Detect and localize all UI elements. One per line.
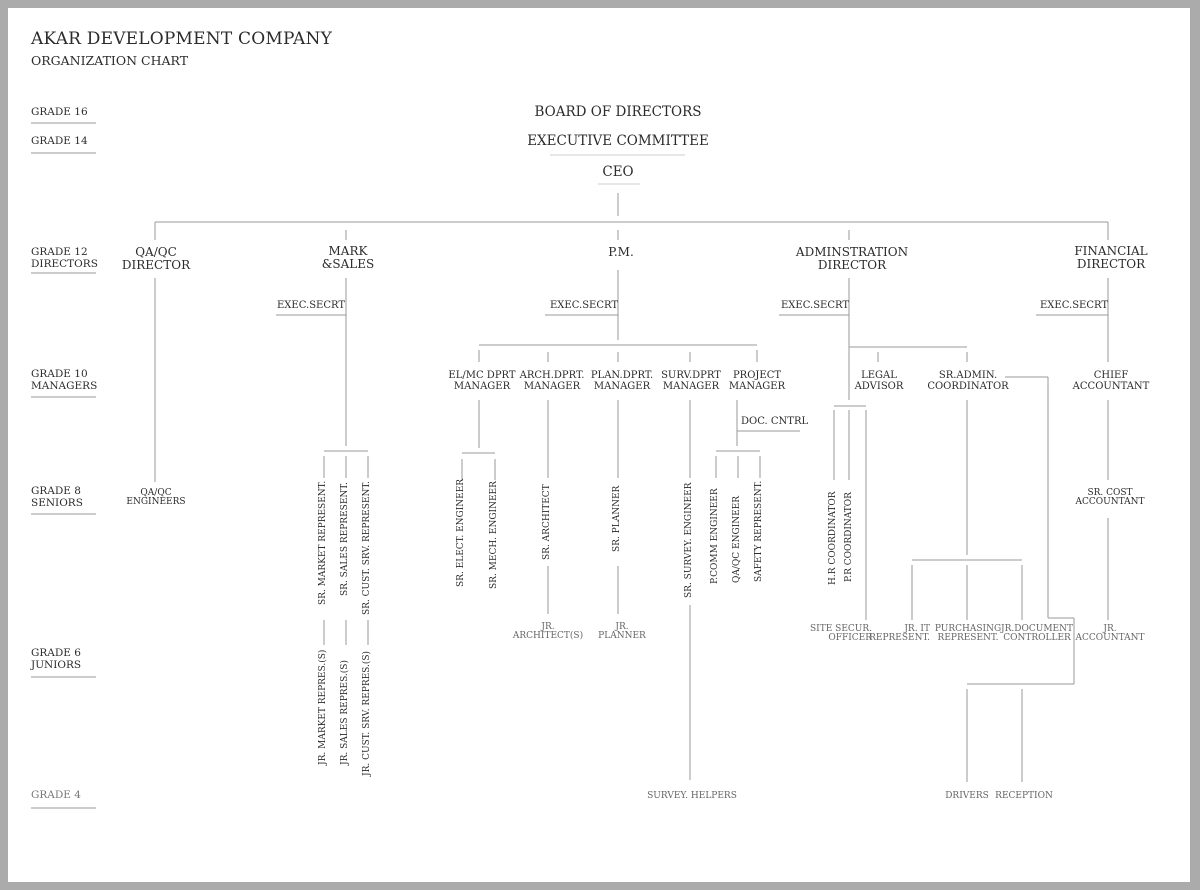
jr-planner: JR. PLANNER: [598, 622, 646, 642]
jr-architects: JR. ARCHITECT(S): [512, 622, 584, 642]
survey-helpers: SURVEY. HELPERS: [647, 791, 737, 801]
grade-12-label: GRADE 12: [31, 246, 88, 258]
chief-accountant: CHIEF ACCOUNTANT: [1072, 370, 1150, 392]
project-manager: PROJECT MANAGER: [728, 370, 786, 392]
elmc-department-manager: EL/MC DPRT MANAGER: [448, 370, 516, 392]
grade-12-sublabel: DIRECTORS: [31, 258, 98, 270]
jr-accountant: JR. ACCOUNTANT: [1075, 624, 1145, 644]
grade-8-sublabel: SENIORS: [31, 497, 83, 509]
sr-admin-coordinator: SR.ADMIN. COORDINATOR: [927, 370, 1009, 392]
jr-customer-service-representatives: JR. CUST. SRV. REPRES.(S): [362, 650, 372, 776]
pcomm-engineer: P.COMM ENGINEER: [710, 488, 720, 584]
jr-it-representative: JR. IT REPRESENT.: [869, 624, 930, 644]
grade-6-label: GRADE 6: [31, 647, 81, 659]
sr-architect: SR. ARCHITECT: [542, 484, 552, 560]
reception: RECEPTION: [995, 791, 1053, 801]
sr-planner: SR. PLANNER: [612, 485, 622, 552]
site-security-officer: SITE SECUR. OFFICER: [810, 624, 872, 644]
chart-subtitle: ORGANIZATION CHART: [31, 53, 189, 68]
sr-survey-engineer: SR. SURVEY. ENGINEER: [684, 482, 694, 598]
doc-control: DOC. CNTRL: [741, 416, 809, 427]
executive-committee: EXECUTIVE COMMITTEE: [527, 133, 709, 149]
grade-6-sublabel: JUNIORS: [31, 659, 82, 671]
board-of-directors: BOARD OF DIRECTORS: [534, 104, 702, 120]
jr-document-controller: JR.DOCUMENT CONTROLLER: [1001, 624, 1073, 644]
sr-mechanical-engineer: SR. MECH. ENGINEER: [489, 481, 499, 589]
legal-advisor: LEGAL ADVISOR: [854, 370, 904, 392]
jr-sales-representatives: JR. SALES REPRES.(S): [340, 660, 350, 765]
grade-16-label: GRADE 16: [31, 106, 88, 118]
qaqc-engineer: QA/QC ENGINEER: [732, 495, 742, 583]
sr-sales-representative: SR. SALES REPRESENT.: [340, 482, 350, 596]
qaqc-director: QA/QC DIRECTOR: [121, 245, 191, 272]
ceo: CEO: [602, 164, 634, 180]
grade-4-label: GRADE 4: [31, 789, 81, 801]
qaqc-engineers: QA/QC ENGINEERS: [126, 488, 186, 508]
sr-electrical-engineer: SR. ELECT. ENGINEER: [456, 478, 466, 587]
exec-secretary-pm: EXEC.SECRT: [550, 300, 619, 311]
sr-customer-service-representative: SR. CUST. SRV. REPRESENT.: [362, 481, 372, 615]
sr-market-representative: SR. MARKET REPRESENT.: [318, 480, 328, 605]
jr-market-representatives: JR. MARKET REPRES.(S): [318, 649, 328, 765]
grade-10-label: GRADE 10: [31, 368, 88, 380]
pr-coordinator: P.R COORDINATOR: [844, 492, 854, 582]
grade-14-label: GRADE 14: [31, 135, 88, 147]
marketing-sales-director: MARK &SALES: [321, 244, 375, 271]
arch-department-manager: ARCH.DPRT. MANAGER: [519, 370, 585, 392]
project-manager-director: P.M.: [608, 245, 634, 259]
exec-secretary-admin: EXEC.SECRT: [781, 300, 850, 311]
grade-10-sublabel: MANAGERS: [31, 380, 98, 392]
purchasing-representative: PURCHASING REPRESENT.: [934, 624, 1002, 644]
drivers: DRIVERS: [945, 791, 989, 801]
exec-secretary-marketing: EXEC.SECRT: [277, 300, 346, 311]
safety-representative: SAFETY REPRESENT.: [754, 480, 764, 582]
exec-secretary-finance: EXEC.SECRT: [1040, 300, 1109, 311]
financial-director: FINANCIAL DIRECTOR: [1074, 244, 1148, 271]
hr-coordinator: H.R COORDINATOR: [828, 491, 838, 585]
plan-department-manager: PLAN.DPRT. MANAGER: [590, 370, 654, 392]
administration-director: ADMINSTRATION DIRECTOR: [795, 245, 909, 272]
grade-8-label: GRADE 8: [31, 485, 81, 497]
company-title: AKAR DEVELOPMENT COMPANY: [31, 29, 332, 49]
sr-cost-accountant: SR. COST ACCOUNTANT: [1075, 488, 1145, 508]
survey-department-manager: SURV.DPRT MANAGER: [661, 370, 721, 392]
